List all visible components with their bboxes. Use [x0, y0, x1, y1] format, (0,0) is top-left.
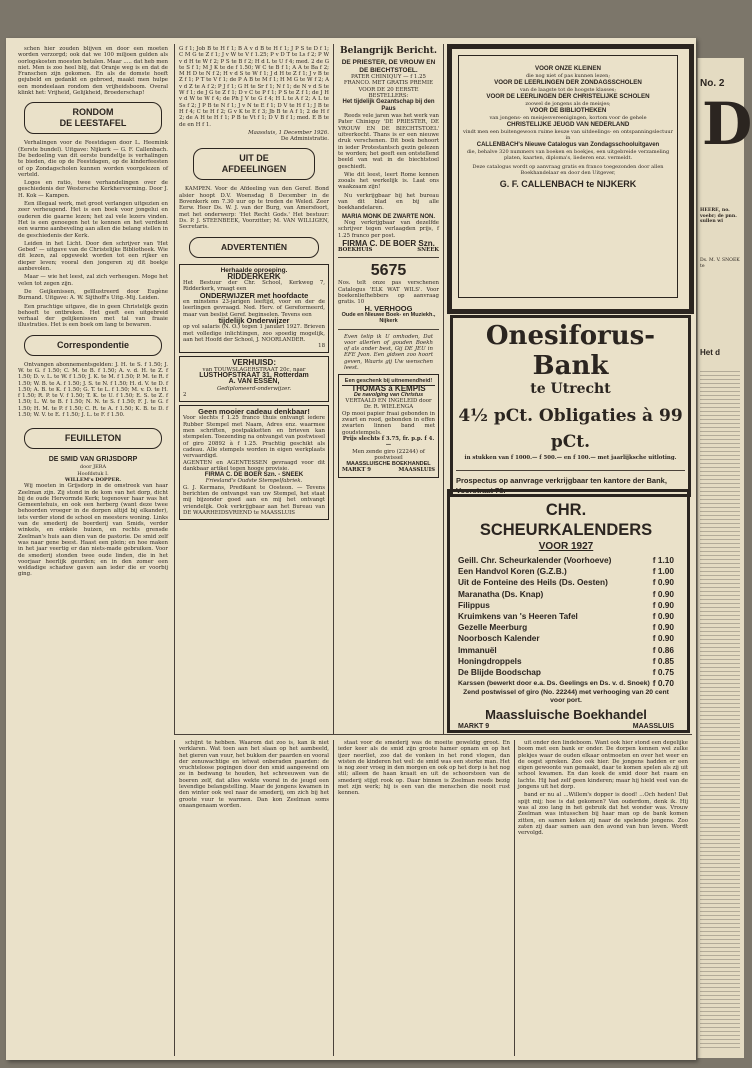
- story-column-3: staat voor de smederij was de moeite geweldig groot. En ieder keer als de smid zijn groote hamer opnam en op het ijzer neerliet, zoo dat de vonken in het rond vlogen, dan wisten de kinderen het wel: de smid was een sterke man. Het is nog zeer vroeg in den morgen en ook op het dorp is het nog stil; alleen de haan kraait en uit de schoorsteen van de smederij stijgt rook op. Daar binnen is Zeelman reeds bezig met zijn werk; hij is een van die menschen die nooit rust kennen.: [338, 740, 510, 797]
- next-page-heading-fragment: Het d: [700, 348, 720, 357]
- review-paragraph: Verhalingen voor de Feestdagen door L. Heemink (Eerste bundel). Uitgave: Nijkerk — G. F. Callenbach. De bedoeling van dit eerste bundeltje is verhalingen te bieden, die op de Feestdagen, op de kinderfeesten of op Zondagscholen kunnen worden voorgelezen of verteld.: [18, 140, 168, 178]
- kalender-item-price: f 1.00: [652, 566, 674, 577]
- review-paragraph: Leiden in het Licht. Door den schrijver van 'Het Gebed' — uitgave van de Christelijke Bibliotheek. Wie dit lezen, zal opgewekt worden tot een rijker en dieper leven; vooral den jongeren zij dit boekje aanbevolen.: [18, 240, 168, 273]
- kalender-item: [458, 622, 674, 633]
- kalender-item-price: f 0.70: [652, 678, 674, 689]
- kalender-price-list: [458, 555, 674, 689]
- kalender-item-name: Immanuël: [458, 644, 497, 655]
- story-author: door JERA: [79, 464, 107, 471]
- kalender-year: VOOR 1927: [538, 541, 594, 552]
- column-3: Belangrijk Bericht. DE PRIESTER, DE VROUW EN DE BIECHTSTOEL. PATER CHINIQUY — f 1.25 FRANCO. MET GRATIS PREMIE VOOR DE 20 EERSTE BESTELLERS: Het tijdelijk Gezantschap bij den Paus Reeds vele jaren was het werk van Pater Chiniquy 'DE PRIESTER, DE VROUW EN DE BIECHTSTOEL' uitverkocht. Thans is er een nieuwe druk verschenen. Dit boek behoort in ieder Protestantsch gezin gelezen te worden; het geeft een ontstellend beeld van wat in de biechtstoel geschiedt. Wie dit leest, leert Rome kennen zooals het werkelijk is. Laat ons waakzaam zijn! Nu verkrijgbaar bij het bureau van dit blad en bij alle boekhandelaren. MARIA MONK DE ZWARTE NON. Nog verkrijgbaar van dezelfde schrijver tegen verlaagden prijs, f 1.25 franco per post. FIRMA C. DE BOER Szn. BOEKHUIS SNEEK 5675 Nos. telt onze pas verschenen Catalogus 'ELK WAT WILS'. Voor boekenliefhebbers op aanvraag gratis. 10 H. VERHOOG Oude en Nieuwe Boek- en Muziekh., Nijkerk Even telip ik U omhoden, Dat voor allerlen of gouden Boekh of als ander best, Gij DE JEU in EFE Jvon. Een gidsen zoo hoort geven, Waaris gij Uw wenschen leest. Een geschenk bij uitnemendheid! THOMAS à KEMPIS De navolging van Christus VERTAALD EN INGELEID door Dr. R. WIELENGA Op mooi papier fraai gebonden in zwart en rood, gebonden in effen zwarten linnen band met goudstempels. Prijs slechts f 3.75, fr. p.p. f 4.— Men zende giro (22244) of postwissel MAASSLUISCHE BOEKHANDEL MARKT 9 MAASSLUIS: [338, 46, 439, 732]
- column-rule: [443, 44, 444, 734]
- kalender-item-name: Honingdroppels: [458, 655, 522, 666]
- next-page-header-fragment: HEERE, no. voebr; de pnn. sullen wi: [700, 208, 737, 224]
- advertentien-heading: ADVERTENTIËN: [189, 237, 319, 258]
- kalender-item: [458, 577, 674, 588]
- kalender-markt: MARKT 9: [458, 723, 490, 731]
- kalender-shop: Maassluische Boekhandel: [485, 707, 647, 723]
- kalender-item: [458, 600, 674, 611]
- review-paragraph: De Geijkenissen, geïllustreerd door Eugène Burnand. Uitgave: A. W. Sijthoff's Uitg.-Mij. Leiden.: [18, 288, 168, 302]
- sign-place: Maassluis, 1 December 1926.: [248, 129, 329, 136]
- kalender-item-name: Gezelle Meerburg: [458, 622, 528, 633]
- kalender-item-price: f 1.10: [652, 555, 674, 565]
- kalender-item: [458, 633, 674, 644]
- kalender-item-price: f 0.86: [652, 644, 674, 655]
- section-rule: [174, 734, 692, 735]
- column-rule: [514, 740, 515, 1056]
- column-rule: [174, 44, 175, 734]
- ad-kempis: Een geschenk bij uitnemendheid! THOMAS à KEMPIS De navolging van Christus VERTAALD EN INGELEID door Dr. R. WIELENGA Op mooi papier fraai gebonden in zwart en rood, gebonden in effen zwarten linnen band met goudstempels. Prijs slechts f 3.75, fr. p.p. f 4.— Men zende giro (22244) of postwissel MAASSLUISCHE BOEKHANDEL MARKT 9 MAASSLUIS: [338, 374, 439, 477]
- next-page-edge: [697, 58, 752, 1058]
- story-subtitle: WILLEM's DOPPER.: [64, 476, 122, 483]
- story-title: DE SMID VAN GRIJSDORP: [48, 456, 138, 464]
- kalender-item-price: f 0.90: [652, 588, 674, 599]
- kalender-item-price: f 0.90: [652, 633, 674, 644]
- ad-verhuisd: VERHUISD: van TOUWSLAGERSTRAAT 20c, naar LUSTHOFSTRAAT 31, Rotterdam A. VAN ESSEN, Gediplomeerd-onderwijzer. 2: [179, 356, 329, 402]
- next-page-masthead: D: [702, 90, 752, 158]
- ad-ridderkerk: Herhaalde oproeping. RIDDERKERK Het Bestuur der Chr. School, Kerkweg 7, Ridderkerk, vraagt een ONDERWIJZER met hoofdacte en minstens 23-jarigen leeftijd, voor en der de leerlingen gevraagd. Ned. Herv. of Gereformeerd, maar van beslist Geref. beginselen. Tevens een tijdelijk Onderwijzer op vol salaris (N. O.) tegen 1 januari 1927. Brieven met volledige inlichtingen, zoo spoedig mogelijk, aan het Hoofd der School, J. NOORLANDER. 18: [179, 264, 329, 354]
- kalender-item-price: f 0.90: [652, 611, 674, 622]
- bank-offer: 4½ pCt. Obligaties à 99 pCt.: [458, 406, 683, 452]
- story-column-2: schijnt te hebben. Waarom dat zoo is, kan ik niet verklaren. Wat toen aan het slaan op het aambeeld, het gieren van vuur, het bukken der paarden en vooral der zenuwachtige en ietwat onberaden paarden: de vruchteloose pogingen door den smid aangewend om ze in bedwang te houden, het schreeuwen van de boeren zelf, dat alles wekte vooral in de jeugd een levendige belangstelling. Maar de jongens kwamen in den winter ook wel naar de smederij, om zich bij het groote vuur te warmen. Dan kon Zeelman soms onaangenaam worden.: [179, 740, 329, 809]
- ad-scheurkalenders: [458, 500, 674, 731]
- rondom-heading: RONDOM DE LEESTAFEL: [24, 102, 162, 134]
- kalender-item-price: f 0.90: [652, 622, 674, 633]
- kalender-item-name: Geill. Chr. Scheurkalender (Voorhoeve): [458, 555, 612, 565]
- kalender-item-name: Een Handvol Koren (G.Z.B.): [458, 566, 567, 577]
- column-rule: [333, 740, 334, 1056]
- kalender-item: [458, 645, 674, 656]
- kalender-item: [458, 667, 674, 678]
- review-paragraph: Maar — wie het leest, zal zich verheugen. Moge het velen tot zegen zijn.: [18, 274, 168, 287]
- story-column-4: uit onder den lindeboom. Want ook hier stond een degelijke boom met een bank er onder. De dorpen kennen wel zulke plekjes waar de ouden elkaar ontmoeten en over het weer en de oogst spreken. Zoo ook hier. De jongens hadden er een eigen gewoonte van gemaakt, daar te komen spelen als zij uit school kwamen. En dan keek de smid door het raam en lachte. Hij had zelf geen kinderen; maar hij hield veel van de jongens uit het dorp. band er nu al ...Willem's dopper is dood! ...Och heden! Dat spijt mij; hoe is dat gekomen? Van ouderdom, denk ik. Hij was al zoo lang in het gebruik dat het wonder was. Vrouw Zeelman was intusschen bij haar man op de bank komen zitten, en samen keken zij naar de spelende jongens. Zoo zaten zij daar samen aan den avond van hun leven. Wordt vervolgd.: [518, 740, 688, 837]
- kalender-item-name: Karssen (bewerkt door e.a. Ds. Geelings en Ds. v. d. Snoek): [458, 680, 650, 688]
- column-1: [18, 46, 168, 1056]
- kalender-item: [458, 589, 674, 600]
- kalender-item-name: De Blijde Boodschap: [458, 667, 541, 678]
- next-page-number: No. 2: [700, 78, 725, 89]
- belangrijk-bericht-title: Belangrijk Bericht.: [339, 46, 437, 56]
- ad-onesiforus-bank: [450, 315, 691, 497]
- kalender-item: [458, 611, 674, 622]
- kalender-item-name: Kruimkens van 's Heeren Tafel: [458, 611, 578, 622]
- number-5675: 5675: [370, 262, 407, 280]
- next-page-text-lines: [700, 368, 740, 1048]
- kalender-item-price: f 0.90: [652, 577, 674, 588]
- kalender-item-name: Uit de Fonteine des Heils (Ds. Oesten): [458, 577, 608, 588]
- intro-text: schen hier zouden blijven en door een moeten worden verzorgd; ook dat we 100 miljoen gulden als oorlogskosten moesten betalen. Maar ..... dat heb men niet. Men is zoo heel blij, dat Oranje weg is en dat de Franschen zijn gekomen. En als de domste hoeft gejubeld en gedankt en gebroed, maakt men hulpe een mondeelaan rondom den vrijheidsboom. Overal klinkt het: Vrijheid, Gelijkheid, Broederschap!: [18, 46, 168, 97]
- column-rule: [174, 740, 175, 1056]
- kalender-title: CHR. SCHEURKALENDERS: [479, 501, 653, 539]
- kalender-item-price: f 0.90: [652, 599, 674, 610]
- review-paragraph: Logos en ratio, twee verhandelingen over de geschiedenis der Westersche Kerkhervorming. Door J. H. Kok — Kampen.: [18, 180, 168, 199]
- callenbach-signature: G. F. CALLENBACH te NIJKERK: [499, 179, 637, 189]
- kalender-postal: Zend postwissel of giro (No. 22244) met verhooging van 20 cent voor port.: [463, 689, 669, 705]
- donations-list: G f 1; Job B te H f 1; B A v d B te H f 1; J P S te D f 1; C M G te Z f 1; J v W te V f 1.25; P v D T te Ls f 2; P W v d H te W f 2; P S te B f 2; H d L te U f 4; med. 2 de G te S f 1; M J K te de f 1.50; W C te B f 1; A A te Ba f 2; M H D te N f 2; H v d S te W f 1; J d H te Z f 1; J v B te Z f 1; P T te V f 1; de P A B te M f 1; H M G te W f 2; A v d Z te A f 2; P J f 1; G H te Sr f 1; N f 1; de N v d S te W f 1; de J G te Z f 1; D v C te P f 1; P S te Z f 1; de J H v d W te W f 4; de Ph J V te G f 4; H L te A f 2; A L te Ss f 2; J P B te N f 1; J v N te E f 1; D V te H f 1; J B te H f 4; C te H f 2; G v K te E f 3; Jb B te A f 1; 2 de H f 2; de A H te H f 1; P B te Vt f 1; D V B f 1; med. E B te de en H f 1.: [179, 46, 329, 128]
- ad-callenbach: VOOR ONZE KLEINEN die nog niet of pas kunnen lezen; VOOR DE LEERLINGEN DER ZONDAGSSCHOLEN van de laagste tot de hoogste klasses; VOOR DE LEERLINGEN DER CHRISTELIJKE SCHOLEN zoowel de jongens als de meisjes; VOOR DE BIBLIOTHEKEN van jongens- en meisjesvereenigingen, kortom voor de gehele CHRISTELIJKE JEUGD VAN NEDERLAND vindt men een buitengewoon ruime keuze van uitdeelings- en ontspanningslectuur in CALLENBACH's Nieuwe Catalogus van Zondagsschooluitgaven die, behalve 320 nummers van boeken en boekjes, een uitgebreide verzameling platen, kaarten, diploma's, liederen enz. vermeldt. Deze catalogus wordt op aanvraag gratis en franco toegezonden door allen Boekhandelaar en door den Uitgever, G. F. CALLENBACH te NIJKERK: [462, 65, 674, 189]
- feuilleton-heading: FEUILLETON: [24, 428, 162, 449]
- kalender-item: [458, 656, 674, 667]
- kalender-city: MAASSLUIS: [632, 723, 674, 731]
- bank-name: Onesiforus-Bank: [485, 321, 656, 381]
- poem: Even telip ik U omhoden, Dat voor allerlen of gouden Boekh of als ander best, Gij DE JEU in EFE Jvon. Een gidsen zoo hoort geven, Waaris gij Uw wenschen leest.: [344, 333, 433, 371]
- story-text: Wij moeten in Grijsdorp in de omstreek van haar Zeelman zijn. Zij stond in de kom van het dorp, dicht bij de oude Hervormde Kerk; tegenover haar was het Gemeentehuis, en ook een herberg (want deze twee behoorden vroeger in de dorpen altijd bij elkander), iets verder stond de school en meesters woning. Links van de smederij de boerderij van Smids, verder winkels, en enkele huizen, en rechts grensde Zeelman's huis aan dien van de pastorie. De smid zelf was naar gene beest. Haast een plein; en hoe maken in het jaar veertig er dan niets-made gebruiken. Voor de smederij stonden twee oude linden, die in het voorjaar heerlijk geurden; en in den zomer een weldadige schaduw gaven aan ieder die er voorbij ging.: [18, 483, 168, 578]
- kalender-item-name: Maranatha (Ds. Knap): [458, 588, 544, 599]
- kalender-item-price: f 0.85: [652, 655, 674, 666]
- column-rule: [333, 44, 334, 734]
- afdeelingen-text: KAMPEN. Voor de Afdeeling van den Geref. Bond alsier hoopt D.V. Woensdag 8 December in de Bovenkerk om 7.30 uur op te treden de Weled. Zeer Eerw. Heer Ds. W. J. van der Burg, van Amersfoort, met het onderwerp: 'Het Recht Gods.' Het bestuur: Ds. P. J. STEENBEEK, Voorzitter; M. VAN WILLIGEN, Secretaris.: [179, 186, 329, 231]
- ad-stempel: Geen mooier cadeau denkbaar! Voor slechts f 1.25 franco thuis ontvangt iedere Rubber Stempel met Naam, Adres enz. waarmee men schriften, postpakketten en brieven kan stempelen. Toezending na ontvangst van postwissel of giro 20892 à f 1.25. Prachtig geschikt als cadeau. Alle stempels worden in eigen werkplaats vervaardigd. AGENTEN en AGENTESSEN gevraagd voor dit dankbaar artikel tegen hooge provisie. FIRMA C. DE BOER Szn. - SNEEK Friesland's Oudste Stempelfabriek. G. J. Kermans, Predikant te Oosteon. — Tevens berichten de ontvangst van uw Stempel, het staat mij bijzonder goed aan en mij het ontvangt vriendelijk. Ook verkrijgbaar aan het Bureau van DE WAARHEIDSVRIEND te MAASSLUIS: [179, 405, 329, 520]
- bank-city: te Utrecht: [530, 381, 611, 397]
- kalender-item: [458, 555, 674, 566]
- correspondentie-text: Ontvangen abonnementsgelden: J. H. te S. f 1.50; J. W. te G. f 1.50; C. M. te B. f 1.50; A. v. d. H. te Z. f 1.50; D. v. L. te W. f 1.50; J. K. te M. f 1.50; P. M. te R. f 1.50; W. B. te A. f 1.50; J. S. te N. f 1.50; H. d. V. te D. f 1.50; A. B. te K. f 1.50; G. T. te L. f 1.50; M. v. D. te H. f 1.50; R. P. te V. f 1.50; T. K. te U. f 1.50; E. S. te Z. f 1.50; L. W. te B. f 1.50; N. N. te S. f 1.50; F. J. te G. f 1.50; H. M. te P. f 1.50; C. R. te A. f 1.50; K. B. te D. f 1.50; W. V. te E. f 1.50; J. L. te F. f 1.50.: [18, 361, 168, 419]
- kalender-item-name: Noorbosch Kalender: [458, 633, 540, 644]
- review-paragraph: Een prachtige uitgave, die in geen Christelijk gezin behoeft te ontbreken. Het geeft een uitgebreid verhaal der gelijkenissen met tal van fraaie illustraties. Het is een boek om lang te bewaren.: [18, 303, 168, 329]
- bank-prospectus: Prospectus op aanvrage verkrijgbaar ten kantore der Bank, Voorstraat 78.: [456, 476, 667, 495]
- next-page-text-fragment: Ds. M. V. SNOEK te: [700, 258, 740, 269]
- review-paragraph: Een illegaal werk, met groot verlangen uitgezien en zeer verheugend. Het is een boek voor jongelui en ouderen die gaarne lezen; het zal vele lezers vinden. Het is een genoegen het te kennen en het verdient een warme aanbeveling aan allen die belang stellen in de geschiedenis der Kerk.: [18, 201, 168, 239]
- correspondentie-heading: Correspondentie: [24, 335, 162, 356]
- bank-denominations: in stukken van f 1000.— f 500.— en f 100.— met jaarlijksche uitloting.: [464, 455, 677, 461]
- story-chapter: Hoofdstuk I.: [77, 470, 109, 477]
- kalender-item: [458, 678, 674, 689]
- newspaper-page: [6, 38, 696, 1060]
- kalender-item: [458, 566, 674, 577]
- kalender-item-price: f 0.75: [652, 667, 674, 678]
- sign-role: De Administratie.: [280, 136, 329, 143]
- afdeelingen-heading: UIT DE AFDEELINGEN: [193, 148, 315, 180]
- kalender-item-name: Filippus: [458, 599, 490, 610]
- column-2: [179, 46, 329, 732]
